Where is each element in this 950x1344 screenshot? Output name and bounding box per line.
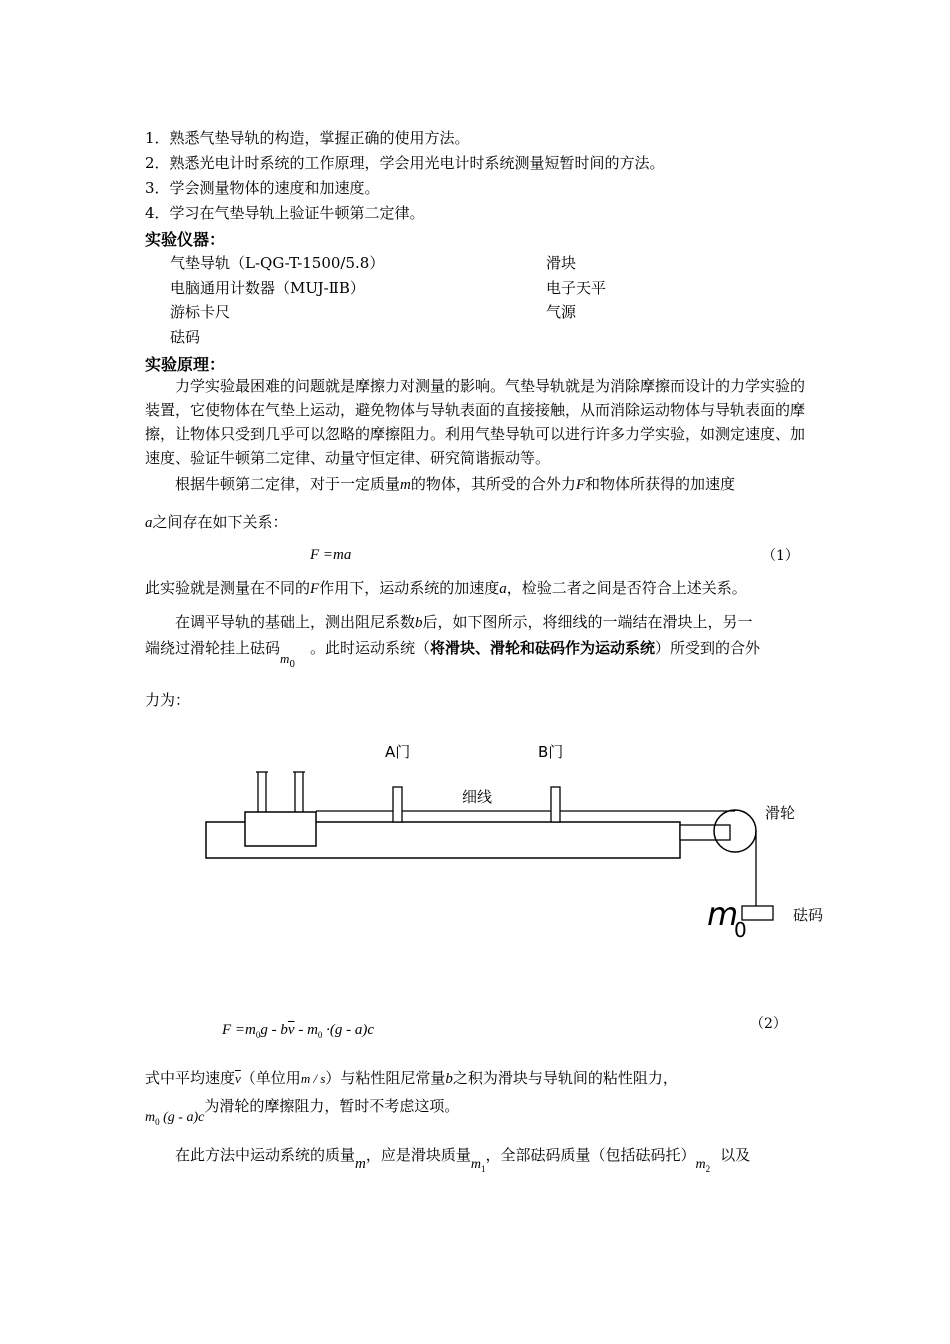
objective-2: 2．熟悉光电计时系统的工作原理，学会用光电计时系统测量短暂时间的方法。 xyxy=(145,154,665,172)
principle-paragraph-2-line-2: a之间存在如下关系： xyxy=(145,513,288,531)
mass-subscript: 0 xyxy=(734,918,747,942)
mass-symbol: m xyxy=(707,895,739,933)
principle-paragraph-5-line-1: 式中平均速度$\overline{v}$（单位用m / s）与粘性阻尼常量b之积为滑块与导轨间的粘性阻力， xyxy=(145,1069,678,1087)
principle-paragraph-4-line-2: 端绕过滑轮挂上砝码$m_0$。此时运动系统（将滑块、滑轮和砝码作为运动系统）所受到的合外 xyxy=(145,639,761,670)
instrument-air-source: 气源 xyxy=(546,303,577,321)
equation-1-number: （1） xyxy=(762,548,799,564)
principle-paragraph-6: 在此方法中运动系统的质量m，应是滑块质量$m_1$，全部砝码质量（包括砝码托）$m_2$以及 xyxy=(175,1146,751,1174)
instrument-counter: 电脑通用计数器（MUJ-ⅡB） xyxy=(170,279,365,297)
principle-paragraph-5-line-2: $m_0$ (g - a)c为滑轮的摩擦阻力，暂时不考虑这项。 xyxy=(145,1097,460,1127)
instrument-balance: 电子天平 xyxy=(546,279,607,297)
principle-paragraph-4-line-1: 在调平导轨的基础上，测出阻尼系数b后，如下图所示，将细线的一端结在滑块上，另一 xyxy=(175,613,753,631)
principle-paragraph-2-line-1: 根据牛顿第二定律，对于一定质量m的物体，其所受的合外力F和物体所获得的加速度 xyxy=(175,475,736,493)
gate-b-label: B门 xyxy=(538,743,564,761)
equation-2-number: （2） xyxy=(750,1016,787,1032)
thread-label: 细线 xyxy=(462,788,493,806)
objective-4: 4．学习在气垫导轨上验证牛顿第二定律。 xyxy=(145,204,425,222)
equation-2: $F =m_0g - b\overline{v} - m_0 \cdot(g - a)c$ xyxy=(222,1022,375,1040)
instrument-slider: 滑块 xyxy=(546,254,577,272)
weight-label: 砝码 xyxy=(793,906,824,924)
equation-1: F =ma xyxy=(310,547,352,563)
principle-paragraph-1: 力学实验最困难的问题就是摩擦力对测量的影响。气垫导轨就是为消除摩擦而设计的力学实验的装置，它使物体在气垫上运动，避免物体与导轨表面的直接接触，从而消除运动物体与导轨表面的摩擦，让物体只受到几乎可以忽略的摩擦阻力。利用气垫导轨可以进行许多力学实验，如测定速度、加速度、验证牛顿第二定律、动量守恒定律、研究简谐振动等。 xyxy=(145,377,806,467)
principle-paragraph-4-line-3: 力为： xyxy=(145,691,191,709)
principle-heading: 实验原理： xyxy=(145,355,226,374)
objective-3: 3．学会测量物体的速度和加速度。 xyxy=(145,179,380,197)
instruments-heading: 实验仪器： xyxy=(145,230,226,249)
instrument-weights: 砝码 xyxy=(170,328,201,346)
instrument-caliper: 游标卡尺 xyxy=(170,303,231,321)
air-track-diagram xyxy=(190,730,850,970)
gate-a xyxy=(393,787,402,822)
principle-paragraph-3: 此实验就是测量在不同的F作用下，运动系统的加速度a，检验二者之间是否符合上述关系。 xyxy=(145,579,747,597)
gate-a-label: A门 xyxy=(385,743,411,761)
objective-1: 1．熟悉气垫导轨的构造，掌握正确的使用方法。 xyxy=(145,129,470,147)
gate-b xyxy=(551,787,560,822)
slider-block xyxy=(245,812,316,846)
pulley-label: 滑轮 xyxy=(765,804,796,822)
instrument-air-track: 气垫导轨（L-QG-T-1500/5.8） xyxy=(170,254,385,272)
